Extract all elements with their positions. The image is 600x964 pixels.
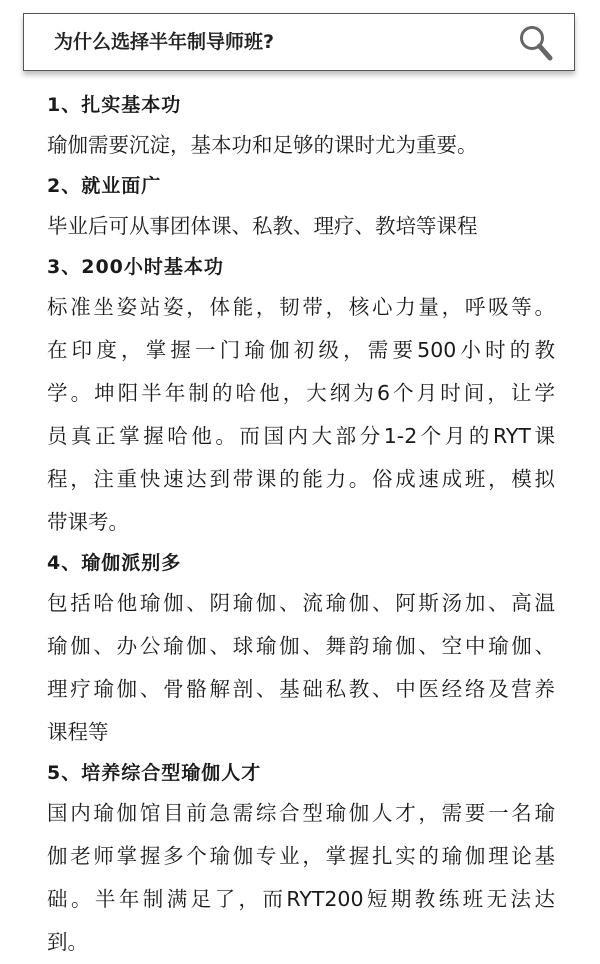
paragraph-line: 瑜伽需要沉淀，基本功和足够的课时尤为重要。 (47, 133, 478, 157)
paragraph-line: 毕业后可从事团体课、私教、理疗、教培等课程 (47, 214, 478, 238)
paragraph-line: 到。 (47, 930, 88, 954)
search-title: 为什么选择半年制导师班? (54, 31, 275, 53)
paragraph-line: 国内瑜伽馆目前急需综合型瑜伽人才，需要一名瑜 (47, 801, 555, 825)
paragraph-line: 课程等 (47, 720, 109, 744)
paragraph-line: 础。半年制满足了，而RYT200短期教练班无法达 (47, 887, 555, 911)
section (47, 248, 555, 544)
section (47, 86, 555, 167)
paragraph-line: 带课考。 (47, 510, 129, 534)
paragraph-line: 学。坤阳半年制的哈他，大纲为6个月时间，让学 (47, 381, 555, 405)
search-icon[interactable] (518, 24, 554, 62)
paragraph-line: 程，注重快速达到带课的能力。俗成速成班，模拟 (47, 467, 555, 491)
section-heading: 5、培养综合型瑜伽人才 (47, 762, 262, 784)
section-heading: 4、瑜伽派别多 (47, 552, 182, 574)
section-heading: 3、200小时基本功 (47, 256, 224, 278)
paragraph-line: 在印度，掌握一门瑜伽初级，需要500小时的教 (47, 338, 555, 362)
paragraph-line: 包括哈他瑜伽、阴瑜伽、流瑜伽、阿斯汤加、高温 (47, 591, 555, 615)
section (47, 754, 555, 964)
paragraph-line: 瑜伽、办公瑜伽、球瑜伽、舞韵瑜伽、空中瑜伽、 (47, 634, 555, 658)
section-heading: 2、就业面广 (47, 175, 162, 197)
paragraph-line: 理疗瑜伽、骨骼解剖、基础私教、中医经络及营养 (47, 677, 555, 701)
section (47, 167, 555, 248)
paragraph-line: 伽老师掌握多个瑜伽专业，掌握扎实的瑜伽理论基 (47, 844, 555, 868)
search-bar[interactable] (23, 13, 575, 71)
article-content (47, 86, 555, 964)
paragraph-line: 标准坐姿站姿，体能，韧带，核心力量，呼吸等。 (47, 295, 555, 319)
section (47, 544, 555, 754)
section-heading: 1、扎实基本功 (47, 94, 182, 116)
paragraph-line: 员真正掌握哈他。而国内大部分1-2个月的RYT课 (47, 424, 555, 448)
